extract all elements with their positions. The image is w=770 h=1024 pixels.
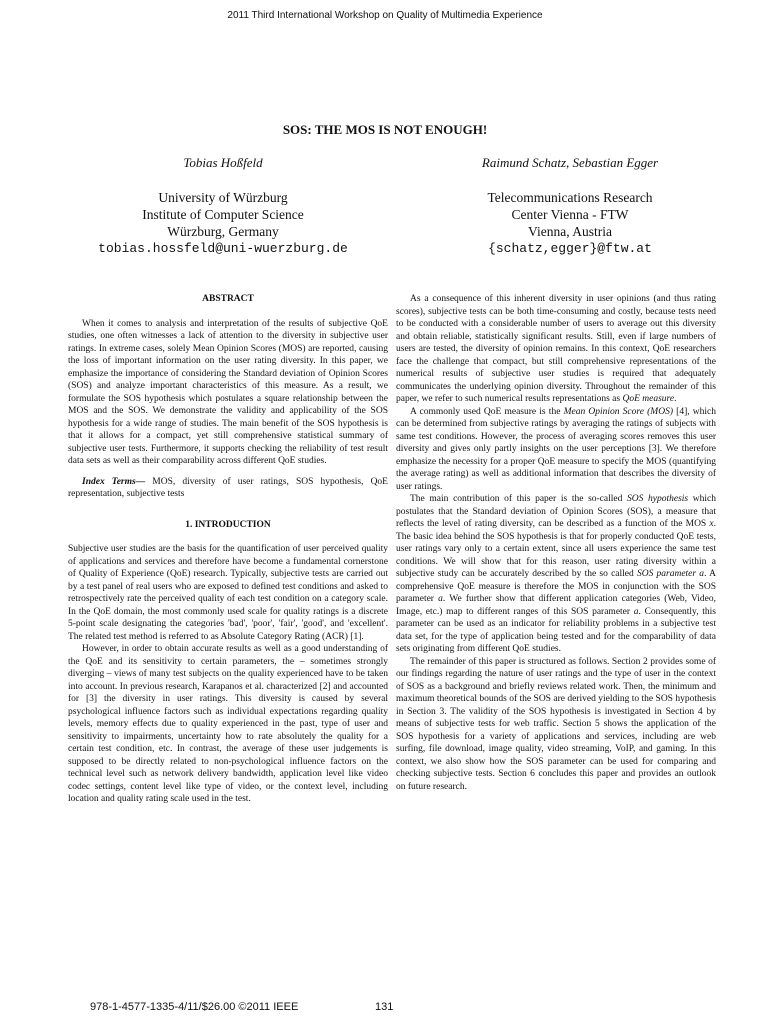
- abstract-heading: ABSTRACT: [202, 294, 254, 304]
- author-name: Raimund Schatz, Sebastian Egger: [481, 155, 659, 170]
- author-block-left: [58, 155, 388, 258]
- author-email: {schatz,egger}@ftw.at: [488, 241, 652, 256]
- emphasis: Mean Opinion Score (MOS): [563, 406, 673, 417]
- abstract-text: When it comes to analysis and interpretation of the results of subjective QoE studies, one often witnesses a lack of attention to the diversity in subjective user ratings. In extreme cases, solely Mean Opinion Scores (MOS) are reported, causing the loss of important information on the user rating diversity. In this paper, we emphasize the importance of considering the Standard deviation of Opinion Scores (SOS) and analyze important characteristics of this measure. As a result, we formulate the SOS hypothesis which postulates a square relationship between the MOS and the SOS. We demonstrate the validity and applicability of the SOS hypothesis for a wide range of studies. The main benefit of the SOS hypothesis is that it allows for a compact, yet still comprehensive statistical summary of subjective user tests. Furthermore, it supports checking the reliability of test result data sets as well as their comparability across different QoE studies.: [68, 318, 388, 466]
- text-run: The main contribution of this paper is the so-called: [410, 494, 628, 504]
- text-run: .: [674, 394, 677, 404]
- affiliation-line: Telecommunications Research: [487, 190, 653, 205]
- text-run: As a consequence of this inherent diversity in user opinions (and thus rating scores), subjective tests can be both time-consuming and costly, because tests need to be conducted with a considerable number of users to average out this diversity and obtain reliable, statistically significant results. Still, even if large numbers of users are tested, the diversity of opinion remains. In this context, QoE researchers face the challenge that compact, but still comprehensive representations of the numerical results of subjective user studies is required that adequately communicates the underlying opinion diversity. Throughout the remainder of this paper, we refer to such numerical results representations as: [396, 294, 716, 404]
- paper-title: SOS: THE MOS IS NOT ENOUGH!: [282, 122, 488, 137]
- footer-isbn: 978-1-4577-1335-4/11/$26.00 ©2011 IEEE: [90, 1001, 299, 1013]
- emphasis: SOS parameter a: [636, 569, 705, 579]
- affiliation-line: Institute of Computer Science: [142, 207, 304, 222]
- text-run: . A comprehensive QoE measure is therefore the MOS in conjunction with the SOS parameter: [396, 569, 716, 604]
- index-terms-label: Index Terms—: [82, 476, 146, 487]
- left-column: [68, 293, 388, 806]
- index-terms: [68, 476, 388, 501]
- emphasis: SOS hypothesis: [627, 494, 689, 504]
- author-name: Tobias Hoßfeld: [183, 155, 263, 170]
- text-run: . We further show that different application categories (Web, Video, Image, etc.) map to different ranges of this SOS parameter: [396, 594, 716, 617]
- intro-paragraph-1: Subjective user studies are the basis for the quantification of user perceived quality of applications and services and therefore have become a fundamental cornerstone of Quality of Experience (QoE) research. Typically, subjective tests are carried out by a test panel of real users who are exposed to defined test conditions and asked to retrospectively rate the perceived quality of each test condition on a category scale. In the QoE domain, the most commonly used scale for quality ratings is a discrete 5-point scale designating the categories 'bad', 'poor', 'fair', 'good', and 'excellent'. The related test method is referred to as Absolute Category Rating (ACR) [1].: [68, 544, 388, 642]
- text-run: [4], which can be determined from subjective ratings by averaging the ratings of subjects with same test conditions. However, the process of averaging scores removes this user diversity and gives only partly insights on the user perceptions [3]. We therefore emphasize the necessity for a proper QoE measure to specify the MOS (quantifying the average rating) as well as additional information that describes the diversity of user ratings.: [396, 406, 716, 492]
- right-paragraph-4: The remainder of this paper is structured as follows. Section 2 provides some of our findings regarding the nature of user ratings and the type of user in the context of SOS as a background and briefly reviews related work. Then, the minimum and maximum theoretical bounds of the SOS are derived yielding to the SOS hypothesis in Section 3. The validity of the SOS hypothesis is investigated in Section 4 by means of subjective tests for web traffic. Section 5 shows the application of the SOS hypothesis for a variety of applications and services, including are web surfing, file download, image quality, video streaming, VoIP, and gaming. In this context, we also show how the SOS parameter can be used for comparing and checking subjective tests. Section 6 concludes this paper and provides an outlook on future research.: [396, 656, 716, 792]
- affiliation-line: University of Würzburg: [158, 190, 288, 205]
- text-run: which postulates that the Standard deviation of Opinion Scores (SOS), a measure that reflects the level of rating diversity, can be described as a function of the MOS: [396, 494, 717, 529]
- affiliation-line: Center Vienna - FTW: [511, 207, 629, 222]
- emphasis: a: [633, 606, 639, 617]
- introduction-heading: 1. INTRODUCTION: [185, 519, 271, 530]
- right-paragraph-1: [396, 293, 716, 406]
- index-terms-text: MOS, diversity of user ratings, SOS hypothesis, QoE representation, subjective tests: [68, 476, 388, 499]
- author-email: tobias.hossfeld@uni-wuerzburg.de: [98, 241, 348, 256]
- right-paragraph-3: [396, 493, 716, 656]
- text-run: . Consequently, this parameter can be used as an indicator for reliability problems in a subjective test data set, for the type of application being tested and for the comparability of data sets originating from different QoE studies.: [396, 606, 716, 654]
- emphasis: QoE measure: [622, 394, 675, 404]
- emphasis: x: [709, 519, 714, 529]
- affiliation-line: Würzburg, Germany: [167, 224, 279, 239]
- emphasis: a: [438, 594, 443, 604]
- affiliation-line: Vienna, Austria: [528, 224, 612, 239]
- intro-paragraph-2: However, in order to obtain accurate results as well as a good understanding of the QoE and its sensitivity to certain parameters, the – sometimes strongly diverging – views of many test subjects on the quality experienced have to be taken into account. In previous research, Karapanos et al. characterized [2] and accounted for [3] the diversity in user ratings. This diversity is caused by several psychological influence factors such as individual expectations regarding quality levels, memory effects due to quality experienced in the past, type of user and sensitivity to impairments, uncertainty how to rate absolutely the quality for a certain test condition, etc. In contrast, the average of these user judgements is supposed to be directly related to non-psychological influence factors on the technical level such as network delivery bandwidth, application level like video codec settings, content level like type of video, or the context level, including location and quality rating scale used in the test.: [68, 644, 388, 804]
- running-header: 2011 Third International Workshop on Quality of Multimedia Experience: [227, 10, 543, 21]
- right-column: [396, 293, 716, 793]
- text-run: A commonly used QoE measure is the: [410, 406, 564, 417]
- right-paragraph-2: [396, 406, 716, 494]
- page-number: 131: [375, 1001, 394, 1013]
- author-block-right: [405, 155, 735, 258]
- text-run: . The basic idea behind the SOS hypothesis is that for properly conducted QoE tests, user ratings vary only to a certain extent, since all users experience the same test conditions. We will show that for this reason, user rating diversity within a subjective study can be accurately described by the so called: [396, 519, 716, 579]
